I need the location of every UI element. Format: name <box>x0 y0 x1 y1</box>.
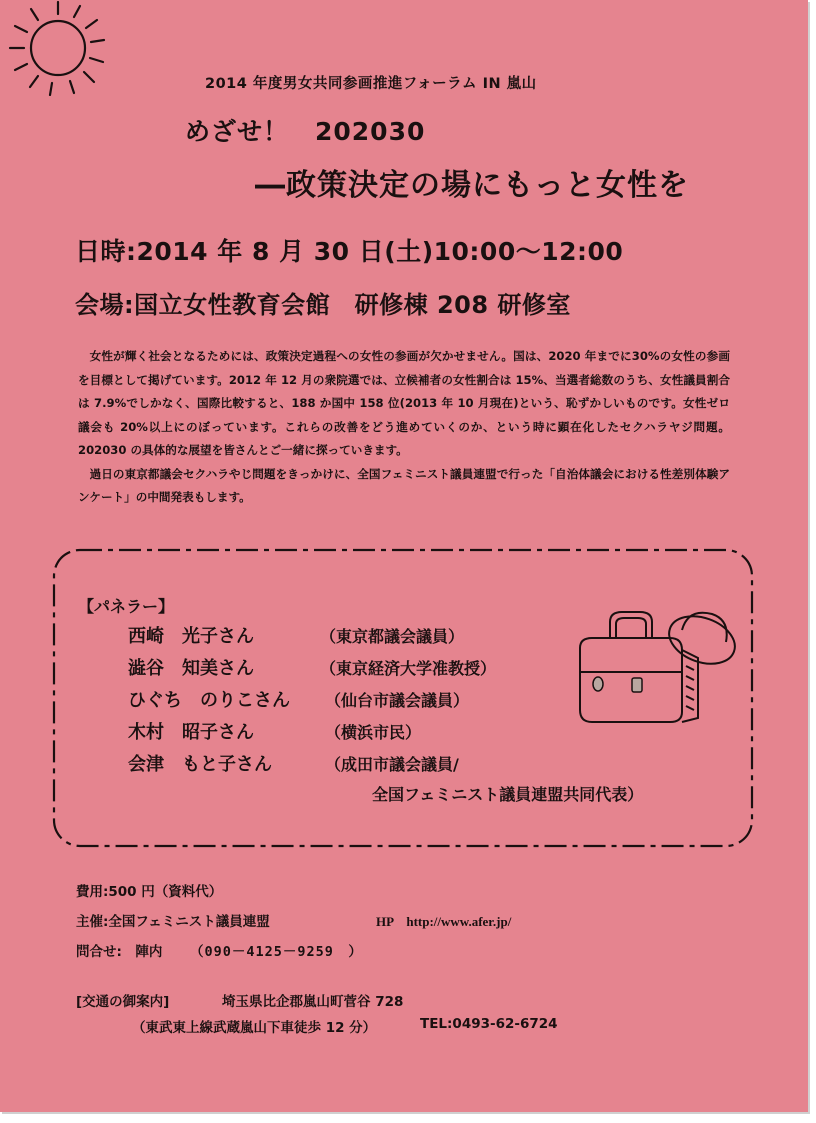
description-paragraph: 過日の東京都議会セクハラやじ問題をきっかけに、全国フェミニスト議員連盟で行った「自治体議会における性差別体験アンケート」の中間発表もします。 <box>78 466 730 504</box>
panelist-role: （横浜市民） <box>325 723 422 742</box>
sun-icon <box>0 0 110 96</box>
panelist-name: 会津 もと子さん <box>128 754 272 775</box>
subtitle: ―政策決定の場にもっと女性を <box>255 168 689 203</box>
fee: 費用:500 円（資料代） <box>76 884 223 900</box>
panelist-role: （成田市議会議員/ <box>325 755 459 774</box>
contact-phone: （090－4125－9259 ） <box>190 944 363 960</box>
organizer: 主催:全国フェミニスト議員連盟 <box>76 914 270 930</box>
contact-label: 問合せ: 陣内 <box>76 944 163 960</box>
panelist-name: 西崎 光子さん <box>128 626 254 647</box>
bag-with-hat-icon <box>570 600 750 730</box>
panelist-role-continued: 全国フェミニスト議員連盟共同代表） <box>372 785 644 804</box>
panelist-name: 澁谷 知美さん <box>128 658 254 679</box>
event-venue: 会場:国立女性教育会館 研修棟 208 研修室 <box>75 291 571 319</box>
panel-label: 【パネラー】 <box>78 597 175 616</box>
panelist-role: （東京都議会議員） <box>320 627 465 646</box>
main-title: めざせ！ 202030 <box>185 117 426 146</box>
event-datetime: 日時:2014 年 8 月 30 日(土)10:00～12:00 <box>75 237 624 266</box>
access-label: [交通の御案内] <box>76 994 170 1010</box>
telephone: TEL:0493-62-6724 <box>420 1016 558 1032</box>
description <box>78 345 730 510</box>
access-detail: （東武東上線武蔵嵐山下車徒歩 12 分） <box>132 1020 377 1036</box>
homepage-link[interactable]: HP http://www.afer.jp/ <box>376 914 512 929</box>
panelist-role: （東京経済大学准教授） <box>320 659 497 678</box>
panelist-role: （仙台市議会議員） <box>325 691 470 710</box>
description-paragraph: 女性が輝く社会となるためには、政策決定過程への女性の参画が欠かせません。国は、2020 年までに30%の女性の参画を目標として掲げています。2012 年 12 月の衆院選では、立候補者の女性割合は 15%、当選者総数のうち、女性議員割合は 7.9%でしかなく、国際比較すると、188 か国中 158 位(2013 年 10 月現在)という、恥ずかしいものです。女性ゼロ議会も 20%以上にのぼっています。これらの改善をどう進めていくのか、という時に顕在化したセクハラヤジ問題。202030 の具体的な展望を皆さんとご一緒に探っていきます。 <box>78 349 730 457</box>
address: 埼玉県比企郡嵐山町菅谷 728 <box>222 994 404 1010</box>
forum-title: 2014 年度男女共同参画推進フォーラム IN 嵐山 <box>205 76 537 92</box>
panelist-name: 木村 昭子さん <box>128 722 254 743</box>
panelist-name: ひぐち のりこさん <box>128 690 290 711</box>
